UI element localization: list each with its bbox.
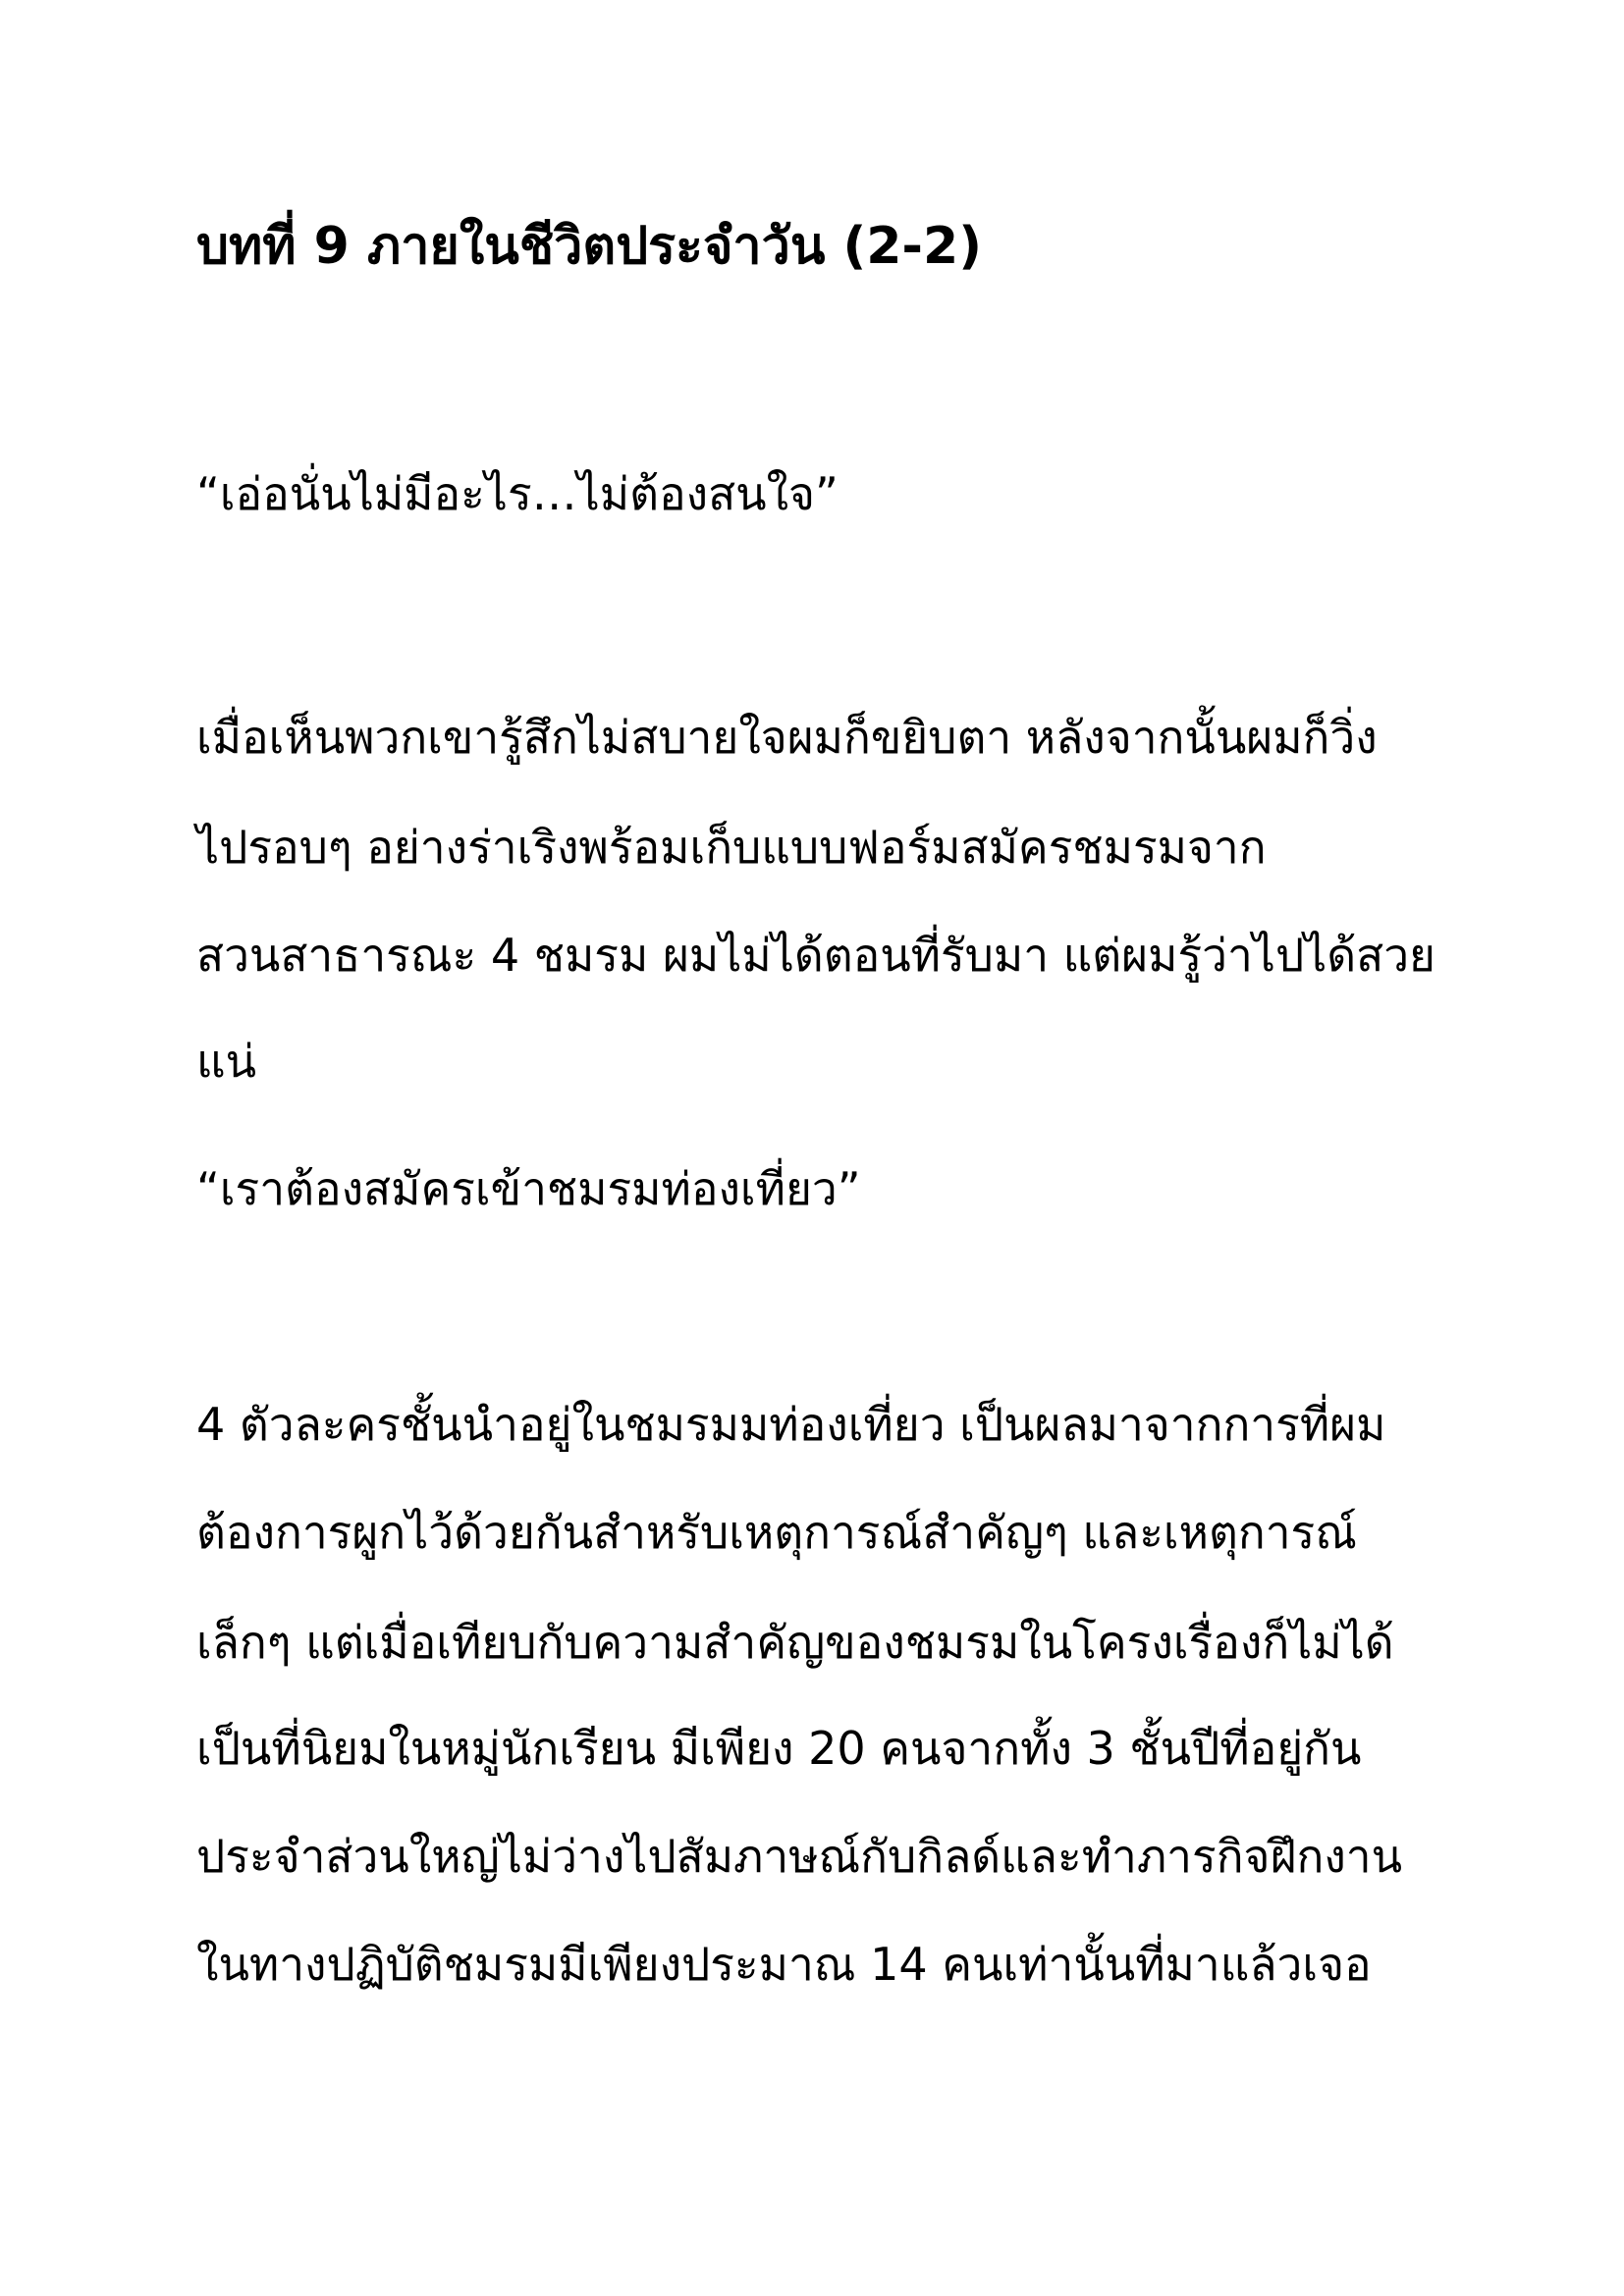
paragraph-line: ในทางปฏิบัติชมรมมีเพียงประมาณ 14 คนเท่านั้นที่มาแล้วเจอ	[196, 1938, 1372, 1991]
paragraph-line: ประจำส่วนใหญ่ไม่ว่างไปสัมภาษณ์กับกิลด์และทำภารกิจฝึกงาน	[196, 1830, 1403, 1883]
paragraph-line: ต้องการผูกไว้ด้วยกันสำหรับเหตุการณ์สำคัญๆ และเหตุการณ์	[196, 1506, 1357, 1559]
paragraph-line: ไปรอบๆ อย่างร่าเริงพร้อมเก็บแบบฟอร์มสมัครชมรมจาก	[196, 821, 1267, 874]
paragraph-line: เล็กๆ แต่เมื่อเทียบกับความสำคัญของชมรมในโครงเรื่องก็ไม่ได้	[196, 1616, 1394, 1669]
dialogue-line: “เราต้องสมัครเข้าชมรมท่องเที่ยว”	[196, 1162, 861, 1215]
paragraph-line: แน่	[196, 1035, 257, 1088]
paragraph-line: เป็นที่นิยมในหมู่นักเรียน มีเพียง 20 คนจากทั้ง 3 ชั้นปีที่อยู่กัน	[196, 1722, 1362, 1775]
chapter-title: บทที่ 9 ภายในชีวิตประจำวัน (2-2)	[196, 217, 982, 276]
dialogue-line: “เอ่อนั่นไม่มีอะไร…ไม่ต้องสนใจ”	[196, 467, 839, 520]
paragraph-line: เมื่อเห็นพวกเขารู้สึกไม่สบายใจผมก็ขยิบตา หลังจากนั้นผมก็วิ่ง	[196, 711, 1378, 764]
paragraph-line: สวนสาธารณะ 4 ชมรม ผมไม่ได้ตอนที่รับมา แต่ผมรู้ว่าไปได้สวย	[196, 929, 1436, 982]
paragraph-line: 4 ตัวละครชั้นนำอยู่ในชมรมมท่องเที่ยว เป็นผลมาจากการที่ผม	[196, 1398, 1386, 1451]
